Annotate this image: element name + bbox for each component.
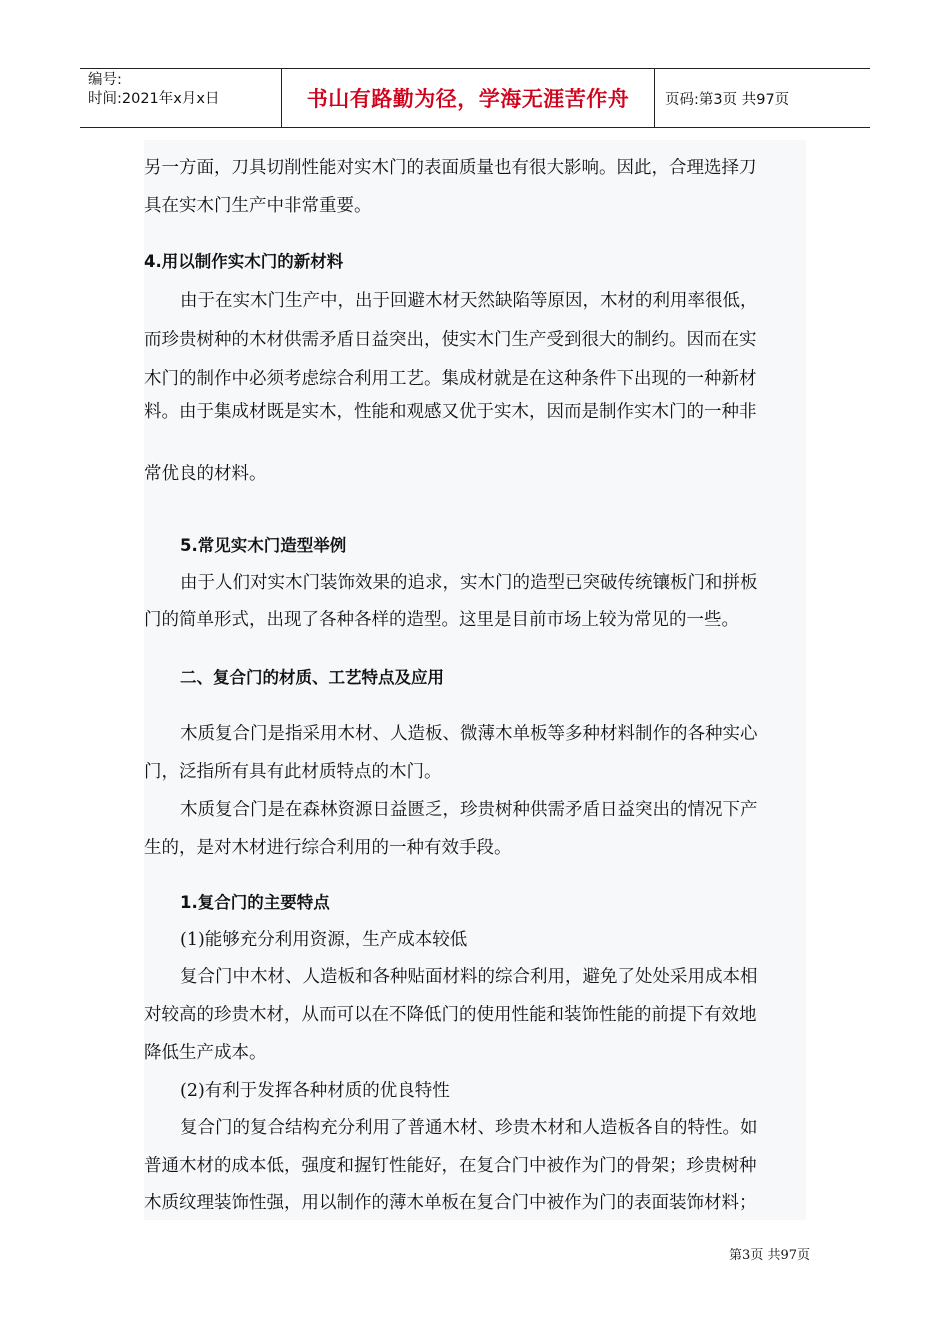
- paragraph-line: 复合门中木材、人造板和各种贴面材料的综合利用，避免了处处采用成本相: [180, 967, 758, 987]
- paragraph-line: 木门的制作中必须考虑综合利用工艺。集成材就是在这种条件下出现的一种新材: [144, 369, 757, 389]
- paragraph-line: 门的简单形式，出现了各种各样的造型。这里是目前市场上较为常见的一些。: [144, 610, 739, 630]
- page-header: [80, 68, 870, 128]
- paragraph-line: 木质复合门是指采用木材、人造板、微薄木单板等多种材料制作的各种实心: [180, 724, 758, 744]
- paragraph-line: 对较高的珍贵木材，从而可以在不降低门的使用性能和装饰性能的前提下有效地: [144, 1005, 757, 1025]
- subsection-heading-1: 1.复合门的主要特点: [180, 893, 330, 912]
- header-motto: 书山有路勤为径，学海无涯苦作舟: [282, 69, 655, 127]
- page-footer: 第3页 共97页: [729, 1248, 810, 1263]
- document-number-label: 编号:: [88, 72, 122, 88]
- paragraph-line: 普通木材的成本低，强度和握钉性能好，在复合门中被作为门的骨架；珍贵树种: [144, 1156, 757, 1176]
- section-heading-4: 4.用以制作实木门的新材料: [144, 252, 344, 271]
- subsection-item-2: (2)有利于发挥各种材质的优良特性: [180, 1081, 450, 1101]
- subsection-item-1: (1)能够充分利用资源，生产成本较低: [180, 930, 468, 950]
- paragraph-line: 另一方面，刀具切削性能对实木门的表面质量也有很大影响。因此，合理选择刀: [144, 158, 757, 178]
- paragraph-line: 复合门的复合结构充分利用了普通木材、珍贵木材和人造板各自的特性。如: [180, 1118, 758, 1138]
- paragraph-line: 门，泛指所有具有此材质特点的木门。: [144, 762, 442, 782]
- paragraph-line: 由于人们对实木门装饰效果的追求，实木门的造型已突破传统镶板门和拼板: [180, 573, 758, 593]
- section-heading-5: 5.常见实木门造型举例: [180, 536, 347, 555]
- paragraph-line: 常优良的材料。: [144, 464, 267, 484]
- document-body: [144, 140, 806, 1220]
- header-page-number: 页码:第3页 共97页: [665, 91, 790, 108]
- paragraph-line: 降低生产成本。: [144, 1043, 267, 1063]
- paragraph-line: 木质纹理装饰性强，用以制作的薄木单板在复合门中被作为门的表面装饰材料；: [144, 1193, 757, 1213]
- paragraph-line: 具在实木门生产中非常重要。: [144, 196, 372, 216]
- paragraph-line: 而珍贵树种的木材供需矛盾日益突出，使实木门生产受到很大的制约。因而在实: [144, 330, 757, 350]
- header-meta: [80, 69, 282, 127]
- paragraph-line: 料。由于集成材既是实木，性能和观感又优于实木，因而是制作实木门的一种非: [144, 402, 757, 422]
- section-heading-2: 二、复合门的材质、工艺特点及应用: [180, 668, 444, 687]
- paragraph-line: 生的，是对木材进行综合利用的一种有效手段。: [144, 838, 512, 858]
- paragraph-line: 由于在实木门生产中，出于回避木材天然缺陷等原因，木材的利用率很低，: [180, 291, 758, 311]
- paragraph-line: 木质复合门是在森林资源日益匮乏，珍贵树种供需矛盾日益突出的情况下产: [180, 800, 758, 820]
- document-date-label: 时间:2021年x月x日: [88, 91, 220, 107]
